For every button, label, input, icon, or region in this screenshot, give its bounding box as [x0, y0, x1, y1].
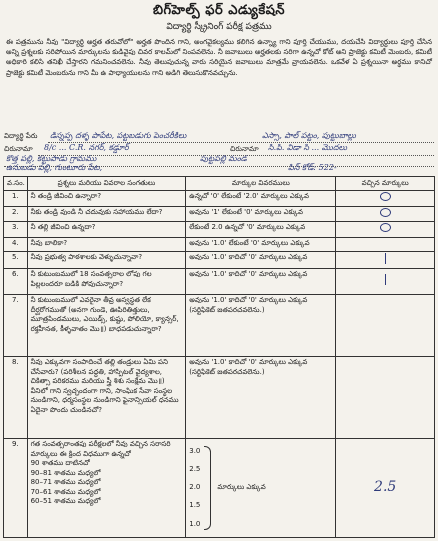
- row-question: నీకు తండ్రి వుండి నీ చదువుకు సహాయము లేదా?: [27, 206, 186, 222]
- row-number: 9.: [4, 439, 28, 538]
- handwritten-circle-mark: [380, 223, 391, 232]
- intro-paragraph: ఈ పత్రమును నీవు "విద్యార్థి అర్హత తరువోలో" అర్హత పొందిన గాని, అంగవైకల్యము కలిగిన ఉన్న్యా గాని పూర్తి చేయుము, దయచేసి విద్యార్థులు పూర్తి చేసిన అన్ని ప్రశ్నలకు సరిపోయిన మార్కులను కుడివైపు చివర కాలమ్‌లో నింపవలెను. నీ జవాబులు అర్హతలకు సరిగా ఉన్నచో కోట్ అని ప్రాజెక్టు కమిటీ మెంబరు, కమిటీ అధికారి కలిసి తనిఖీ చేస్తారని గమనించవలెను. నీవు తెలుపుచున్న వారు సరియైన జవాబులు మాత్రమే వ్రాయవలెను. ఒకవేళ ఏ ప్రశ్నయినా అర్థము కానిచో ప్రాజెక్టు కమిటీ మెంబరును గాని మీ ఉ పాధ్యాయులను గాని అడిగి తెలుసుకొనవచ్చును.: [6, 38, 432, 77]
- student-name-value: డిస్నప్ప దళ్ళ పాపేట, పట్టబడుగు పెంచరీకిలు: [50, 131, 187, 140]
- handwritten-circle-mark: [380, 208, 391, 217]
- row-number: 3.: [4, 222, 28, 238]
- row-number: 2.: [4, 206, 28, 222]
- row-score[interactable]: [336, 269, 435, 295]
- header-marks-details: మార్కుల వివరములు: [186, 177, 336, 191]
- row-marks: [186, 439, 336, 538]
- row-marks: అవును '1.0' కాదిచో '0' మార్కులు ఎక్కువ: [186, 251, 336, 269]
- header-marks-obtained: వచ్చిన మార్కులు: [336, 177, 435, 191]
- row-question: నీవు ఎక్కువగా సంపాదించే తల్లి తండ్రులు ఏమి పని చేసేవారు? (పరిశీలన పద్ధతి, హాస్పిటల్ వైద్యశాల, చికిత్సా పరికరము మరియు స్త్రీ శిశు సంక్షేమ మొ॥) వీనిలో గాని స్వచ్ఛందంగా గాని, సాంఘిక సేవా సంస్థల నుండిగాని, ధర్మసంస్థల నుండిగాని ఫైనాన్సియల్ ధనము ఏదైనా పొందు చుండినచో?: [27, 357, 186, 439]
- row-score[interactable]: [336, 222, 435, 238]
- row-score[interactable]: [336, 295, 435, 357]
- table-row: [4, 206, 435, 222]
- scale-marks-label: మార్కులు ఎక్కువ: [217, 483, 266, 492]
- row-question: నీ కుటుంబములో ఎవరైనా తీవ్ర అస్వస్థత లేక దీర్ఘరోగముతో (అనగా గుండె, ఊపిరితిత్తులు, మూత్రపిండములు, ఎయిడ్స్, కుష్టు, పోలియో, క్యాన్సర్, రక్తహీనత, కీళ్ళవాతం మొ॥) బాధపడుచున్నారా?: [27, 295, 186, 357]
- scale-bracket: [204, 446, 211, 530]
- grade-range-4: 70–61 శాతము మధ్యలో: [30, 487, 101, 496]
- row-marks: అవును '1.0' లేకుంటే '0' మార్కులు ఎక్కువ: [186, 237, 336, 251]
- table-header-row: [4, 177, 435, 191]
- row-question: నీవు ప్రభుత్వ పాఠశాలకు వెళ్ళుచున్నావా?: [27, 251, 186, 269]
- student-name-value-2: ఎస్సా, పాల్ పట్టం, పుట్టుబాల్లు: [262, 131, 356, 140]
- row-question: నీ తండ్రి జీవించి ఉన్నారా?: [27, 191, 186, 207]
- table-row: [4, 357, 435, 439]
- row-question-text: గత సంవత్సరాంతపు పరీక్షలలో నీవు వచ్చిన సరాసరి మార్కులు ఈ క్రింద విధముగా ఉన్నచో: [30, 440, 171, 458]
- row-score[interactable]: [336, 206, 435, 222]
- header-question: ప్రశ్నలు మరియు వివరాల సంగతులు: [27, 177, 186, 191]
- scale-value-4: 1.5: [189, 501, 201, 510]
- row-score[interactable]: [336, 237, 435, 251]
- row-marks: ఉన్నచో '0' లేకుంటే '2.0' మార్కులు ఎక్కువ: [186, 191, 336, 207]
- row-marks: అవును '1.0' కాదిచో '0' మార్కులు ఎక్కువ (సర్టిఫికెట్ జతపరచవలెను.): [186, 295, 336, 357]
- row-score[interactable]: [336, 357, 435, 439]
- grade-scale-values: [189, 447, 200, 529]
- table-row: [4, 191, 435, 207]
- row-question: నీ తల్లి జీవించి ఉన్నదా?: [27, 222, 186, 238]
- address-label: చిరునామా: [4, 145, 33, 153]
- scale-value-5: 1.0: [189, 519, 201, 528]
- row-score[interactable]: [336, 191, 435, 207]
- row-marks: అవును '1' లేకుంటే '0' మార్కులు ఎక్కువ: [186, 206, 336, 222]
- row-question: నీవు బాలికా?: [27, 237, 186, 251]
- row-score[interactable]: [336, 251, 435, 269]
- address-value-3: పుట్టపల్లి మండ: [200, 154, 247, 163]
- row-marks: అవును '1.0' కాదిచో '0' మార్కులు ఎక్కువ (సర్టిఫికెట్ జతపరచవలెను.): [186, 357, 336, 439]
- table-row: [4, 251, 435, 269]
- handwritten-tick-mark: [385, 274, 386, 285]
- row-question: [27, 439, 186, 538]
- grade-range-2: 90–81 శాతము మధ్యలో: [30, 468, 101, 477]
- table-row: [4, 222, 435, 238]
- table-row: [4, 237, 435, 251]
- phone-right-value: పిన్ కోడ్: 522-: [288, 163, 337, 172]
- row-score-handwritten[interactable]: 2.5: [336, 439, 435, 538]
- table-row: [4, 439, 435, 538]
- row-marks: అవును '1.0' కాదిచో '0' మార్కులు ఎక్కువ: [186, 269, 336, 295]
- student-name-label: విద్యార్థి పేరు: [4, 132, 38, 140]
- row-number: 4.: [4, 237, 28, 251]
- address-right-value: సి.పి. విడా సి ... మొదలు: [268, 143, 347, 152]
- address-value-2: కొత్త పల్లి, కట్టుపాడు గ్రామము: [6, 154, 97, 163]
- form-subtitle: విద్యార్థి స్క్రీనింగ్ పరీక్ష పత్రము: [166, 22, 272, 32]
- grade-range-3: 80–71 శాతము మధ్యలో: [30, 478, 101, 486]
- scale-value-2: 2.5: [189, 465, 201, 474]
- grade-range-5: 60–51 శాతము మధ్యలో: [30, 497, 101, 505]
- row-question: నీ కుటుంబములో 18 సంవత్సరాల లోపు గల పిల్లలందరూ బడికి పోవుచున్నారా?: [27, 269, 186, 295]
- row-number: 8.: [4, 357, 28, 439]
- grade-range-1: 90 శాతము దాటినచో: [30, 459, 90, 467]
- row-number: 5.: [4, 251, 28, 269]
- form-title: బిగ్‌హెల్ప్ ఫర్ ఎడ్యుకేషన్: [152, 3, 286, 18]
- handwritten-circle-mark: [380, 192, 391, 201]
- table-row: [4, 269, 435, 295]
- address-right-label: చిరునామా: [230, 145, 259, 153]
- handwritten-tick-mark: [385, 253, 386, 264]
- scale-value-3: 2.0: [189, 483, 201, 492]
- phone-value: ఉనుబడు పల్లి, గుంటూరు పేట,: [6, 163, 103, 172]
- row-number: 6.: [4, 269, 28, 295]
- row-number: 7.: [4, 295, 28, 357]
- table-row: [4, 295, 435, 357]
- scale-value-1: 3.0: [189, 447, 201, 455]
- header-number: వ.సం.: [4, 177, 28, 191]
- row-marks: లేకుంటే 2.0 ఉన్నచో '0' మార్కులు ఎక్కువ: [186, 222, 336, 238]
- screening-table: [3, 176, 435, 538]
- row-number: 1.: [4, 191, 28, 207]
- address-value: 8/c ... C.R. నగర్, కడ్డూర్: [44, 143, 129, 152]
